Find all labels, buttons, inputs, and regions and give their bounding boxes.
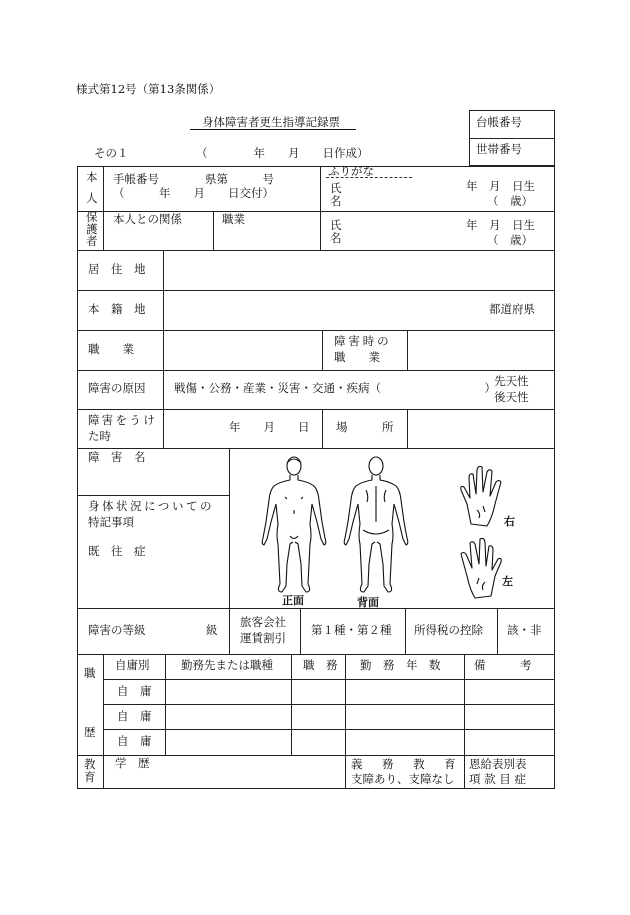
employer-header: 勤務先または職種: [181, 658, 273, 672]
back-label: 背面: [357, 596, 379, 609]
travel-discount-1: 旅客会社: [240, 615, 286, 629]
line-r6: [77, 409, 555, 410]
line-r2: [77, 250, 555, 251]
guardian-shi: 氏: [330, 218, 342, 232]
v-grade-3: [405, 608, 406, 654]
career-2: 歴: [84, 725, 96, 739]
grade-label: 障害の等級: [88, 623, 146, 637]
employment-type-header: 自庸別: [115, 658, 150, 672]
guardian-1: 保: [86, 210, 98, 224]
v-place-r: [407, 409, 408, 448]
class-types: 第１種・第２種: [311, 623, 392, 637]
occ-at-disability-2: 職 業: [334, 350, 380, 364]
v-career-4: [345, 654, 346, 789]
residence-label: 居 住 地: [88, 262, 146, 276]
left-label: 左: [502, 575, 513, 588]
place-label: 場 所: [336, 420, 394, 434]
line-disability-name: [77, 495, 229, 496]
physical-notes-2: 特記事項: [88, 515, 134, 529]
career-row-3: 自 庸: [117, 734, 152, 748]
line-career-2: [103, 704, 555, 705]
line-r8: [77, 608, 555, 609]
notebook-issued: （ 年 月 日交付）: [113, 186, 274, 200]
v-grade-4: [497, 608, 498, 654]
v-career-2: [165, 654, 166, 755]
form-number: 様式第12号（第13条関係）: [76, 82, 221, 96]
education-1: 教: [84, 757, 96, 771]
disability-name-label: 障 害 名: [88, 450, 146, 464]
guardian-3: 者: [86, 234, 98, 248]
v-occ-at-disability-r: [407, 330, 408, 370]
travel-discount-2: 運賃割引: [240, 631, 286, 645]
left-hand-figure: [455, 530, 510, 605]
domicile-label: 本 籍 地: [88, 302, 146, 316]
line-r4: [77, 330, 555, 331]
line-career-3: [103, 729, 555, 730]
past-history-label: 既 往 症: [88, 544, 146, 558]
guardian-2: 護: [86, 222, 98, 236]
career-row-1: 自 庸: [117, 684, 152, 698]
v-label-col: [163, 250, 164, 448]
furigana-label: ふりがな: [328, 164, 374, 178]
congenital: 先天性: [494, 374, 529, 388]
household-number-label: 世帯番号: [476, 142, 522, 156]
compulsory-education: 義 務 教 育: [351, 757, 460, 771]
created-date: （ 年 月 日作成）: [196, 146, 369, 160]
honnin-1: 本: [86, 170, 98, 184]
form-title: 身体障害者更生指導記録票: [202, 115, 340, 129]
occ-at-disability-1: 障害時の: [334, 334, 392, 348]
line-r5: [77, 370, 555, 371]
education-2: 育: [84, 770, 96, 784]
years-header: 勤 務 年 数: [360, 658, 441, 672]
part-label: その１: [94, 146, 129, 160]
when-label-1: 障害をうけ: [88, 413, 157, 427]
guardian-age: （ 歳）: [487, 233, 533, 247]
when-date: 年 月 日: [229, 420, 310, 434]
occupation-short-label: 職業: [222, 212, 245, 226]
v-career-label: [103, 654, 104, 789]
line-r9: [77, 654, 555, 655]
v-occupation: [213, 211, 214, 250]
v-career-5: [464, 654, 465, 789]
guardian-birth-date: 年 月 日生: [466, 218, 535, 232]
age: （ 歳）: [487, 194, 533, 208]
v-person-label: [103, 166, 104, 250]
occupation-label: 職 業: [88, 342, 134, 356]
career-1: 職: [84, 666, 96, 680]
front-label: 正面: [282, 594, 304, 607]
ledger-divider: [469, 138, 555, 139]
cause-label: 障害の原因: [88, 381, 146, 395]
name-shi: 氏: [330, 181, 342, 195]
honnin-2: 人: [86, 191, 98, 205]
causes-list: 戦傷・公務・産業・災害・交通・疾病（ ）: [174, 381, 496, 395]
v-diagram: [229, 448, 230, 608]
pension-items: 項 款 目 症: [469, 772, 526, 786]
v-grade-1: [229, 608, 230, 654]
grade-unit: 級: [206, 623, 218, 637]
birth-date: 年 月 日生: [466, 179, 535, 193]
v-name: [320, 166, 321, 250]
when-label-2: た時: [88, 429, 111, 443]
line-r3: [77, 290, 555, 291]
v-occ-at-disability-l: [322, 330, 323, 370]
pension-table: 恩給表別表: [469, 757, 527, 771]
relation-label: 本人との関係: [113, 212, 182, 226]
ledger-number-label: 台帳番号: [476, 115, 522, 129]
remarks-header: 備 考: [474, 658, 532, 672]
guardian-mei: 名: [330, 231, 342, 245]
body-front-figure: [254, 452, 334, 602]
line-career-1: [103, 679, 555, 680]
line-r7: [77, 448, 555, 449]
name-mei: 名: [330, 194, 342, 208]
right-label: 右: [504, 515, 515, 528]
prefecture-label: 都道府県: [489, 302, 535, 316]
tax-deduction: 所得税の控除: [414, 623, 483, 637]
v-grade-2: [300, 608, 301, 654]
school-history-label: 学 歴: [115, 756, 150, 770]
v-place-l: [322, 409, 323, 448]
body-back-figure: [336, 452, 416, 602]
physical-notes-1: 身体状況についての: [88, 499, 215, 513]
v-career-3: [291, 654, 292, 755]
title-underline: [190, 129, 356, 130]
compulsory-impediment: 支障あり、支障なし: [351, 772, 455, 786]
career-row-2: 自 庸: [117, 709, 152, 723]
duty-header: 職 務: [303, 658, 338, 672]
acquired: 後天性: [494, 390, 529, 404]
notebook-number: 手帳番号 県第 号: [113, 172, 274, 186]
applicable: 該・非: [507, 623, 542, 637]
